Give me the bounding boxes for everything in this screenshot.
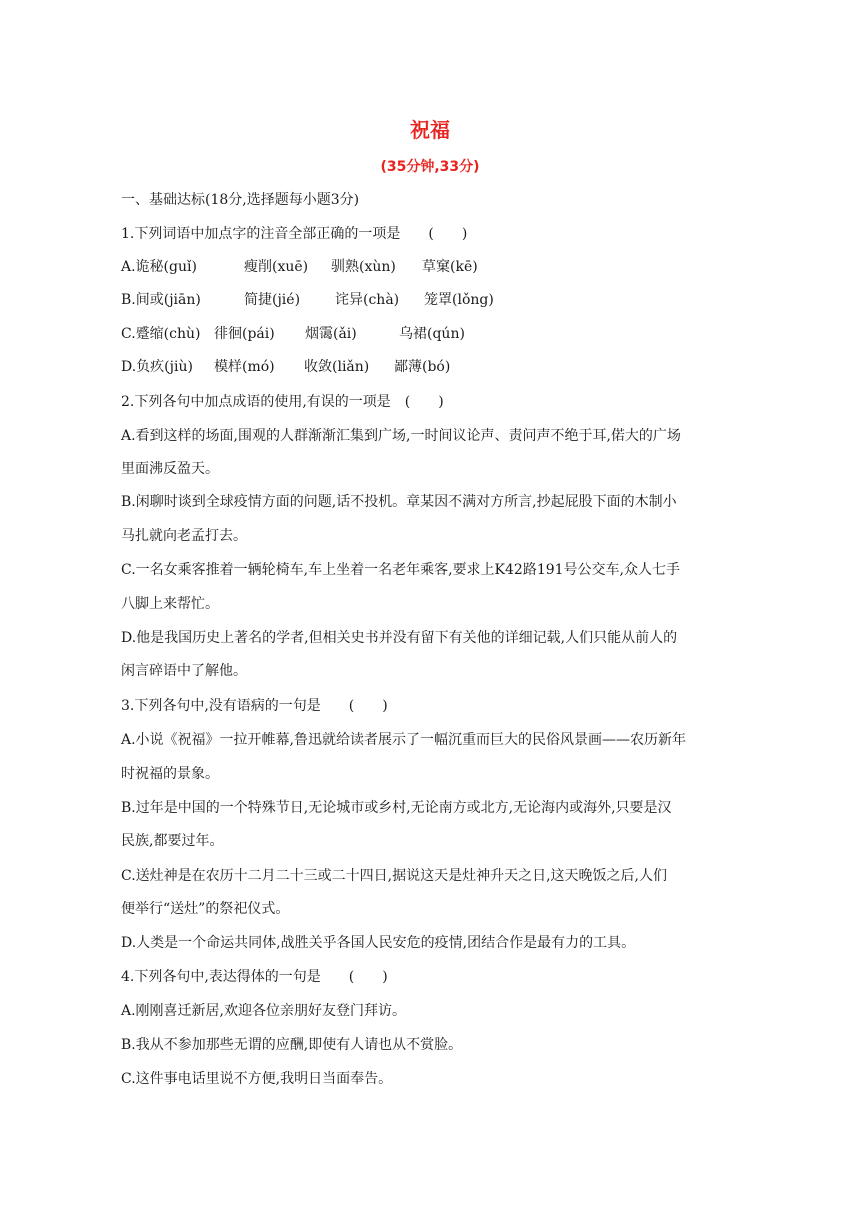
q3-option-d: D.人类是一个命运共同体,战胜关乎各国人民安危的疫情,团结合作是最有力的工具。 <box>121 935 636 951</box>
q2-stem: 2.下列各句中加点成语的使用,有误的一项是 ( ) <box>121 394 444 410</box>
section-heading: 一、基础达标(18分,选择题每小题3分) <box>121 192 360 208</box>
q4-option-a: A.刚刚喜迁新居,欢迎各位亲朋好友登门拜访。 <box>121 1003 407 1019</box>
q4-option-c: C.这件事电话里说不方便,我明日当面奉告。 <box>121 1071 393 1087</box>
q3-stem: 3.下列各句中,没有语病的一句是 ( ) <box>121 698 388 714</box>
q4-stem: 4.下列各句中,表达得体的一句是 ( ) <box>121 969 388 985</box>
page-title: 祝福 <box>410 118 450 142</box>
q1-option-d: D.负疚(jiù) 模样(mó) 收敛(liǎn) 鄙薄(bó) <box>121 359 451 375</box>
q3-option-c-line1: C.送灶神是在农历十二月二十三或二十四日,据说这天是灶神升天之日,这天晚饭之后,人们 <box>121 868 668 884</box>
q1-option-c: C.蹙缩(chù) 徘徊(pái) 烟霭(ǎi) 乌裙(qún) <box>121 326 465 342</box>
q3-option-b-line2: 民族,都要过年。 <box>121 833 224 849</box>
q2-option-d-line1: D.他是我国历史上著名的学者,但相关史书并没有留下有关他的详细记载,人们只能从前人的 <box>121 630 678 646</box>
q2-option-d-line2: 闲言碎语中了解他。 <box>121 663 247 679</box>
q1-stem: 1.下列词语中加点字的注音全部正确的一项是 ( ) <box>121 226 468 242</box>
q3-option-a-line2: 时祝福的景象。 <box>121 766 219 782</box>
q1-option-b: B.间或(jiān) 简捷(jié) 诧异(chà) 笼罩(lǒng) <box>121 292 494 308</box>
q3-option-c-line2: 便举行“送灶”的祭祀仪式。 <box>121 901 290 917</box>
q4-option-b: B.我从不参加那些无谓的应酬,即使有人请也从不赏脸。 <box>121 1037 463 1053</box>
q1-option-a: A.诡秘(guǐ) 瘦削(xuē) 驯熟(xùn) 草窠(kē) <box>121 259 478 275</box>
q3-option-b-line1: B.过年是中国的一个特殊节日,无论城市或乡村,无论南方或北方,无论海内或海外,只要是汉 <box>121 800 672 816</box>
q2-option-a-line2: 里面沸反盈天。 <box>121 461 219 477</box>
q2-option-c-line2: 八脚上来帮忙。 <box>121 596 219 612</box>
q3-option-a-line1: A.小说《祝福》一拉开帷幕,鲁迅就给读者展示了一幅沉重而巨大的民俗风景画——农历新年 <box>121 732 687 748</box>
q2-option-c-line1: C.一名女乘客推着一辆轮椅车,车上坐着一名老年乘客,要求上K42路191号公交车,众人七手 <box>121 562 681 578</box>
time-score-note: (35分钟,33分) <box>380 159 480 175</box>
q2-option-a-line1: A.看到这样的场面,围观的人群渐渐汇集到广场,一时间议论声、责问声不绝于耳,偌大的广场 <box>121 428 681 444</box>
q2-option-b-line2: 马扎就向老孟打去。 <box>121 528 247 544</box>
q2-option-b-line1: B.闲聊时谈到全球疫情方面的问题,话不投机。章某因不满对方所言,抄起屁股下面的木制小 <box>121 494 677 510</box>
